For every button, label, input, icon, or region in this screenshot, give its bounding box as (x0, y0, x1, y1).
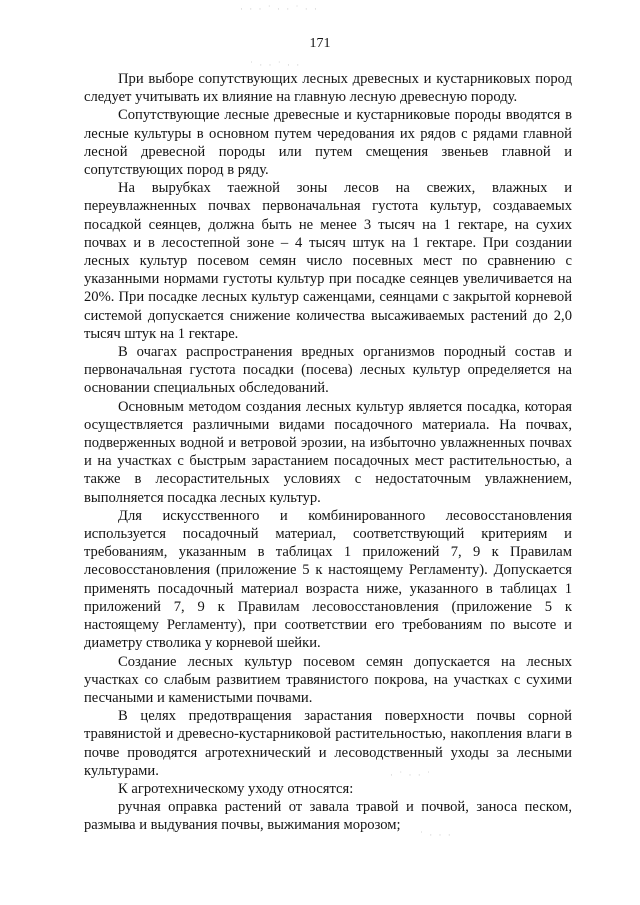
scan-artifact: · · · ˙ · · ˙ · · (240, 4, 319, 14)
paragraph: При выборе сопутствующих лесных древесных и кустарниковых пород следует учитывать их влияние на главную лесную древесную породу. (84, 71, 572, 106)
paragraph: Для искусственного и комбинированного лесовосстановления используется посадочный материал, соответствующий критериям и требованиям, указанным в таблицах 1 приложений 7, 9 к Правилам лесовосстановления (приложение 5 к настоящему Регламенту). Допускается применять посадочный материал возраста ниже, указанного в таблицах 1 приложений 7, 9 к Правилам лесовосстановления (приложение 5 к настоящему Регламенту), при соответствии его требованиям по высоте и диаметру стволика у корневой шейки. (84, 507, 572, 652)
paragraph: В целях предотвращения зарастания поверхности почвы сорной травянистой и древесно-кустарниковой растительностью, накопления влаги в почве проводятся агротехнический и лесоводственный уходы за лесными культурами. (84, 708, 572, 779)
paragraph: К агротехническому уходу относятся: (118, 780, 354, 797)
scan-artifact: · ˙ · · ˙ (390, 770, 432, 780)
paragraph: Сопутствующие лесные древесные и кустарниковые породы вводятся в лесные культуры в основном путем чередования их рядов с рядами главной лесной древесной породы или путем смещения звеньев главной и сопутствующих пород в ряду. (84, 107, 572, 179)
paragraph: ручная оправка растений от завала травой и почвой, заноса песком, размыва и выдувания почвы, выжимания морозом; (84, 799, 572, 834)
page-number: 171 (309, 36, 331, 51)
scan-artifact: ˙ · · ˙ · · (250, 60, 302, 70)
scan-artifact: ˙ · · · (420, 830, 453, 840)
paragraph: Создание лесных культур посевом семян допускается на лесных участках со слабым развитием травянистого покрова, на участках с сухими песчаными и каменистыми почвами. (84, 653, 572, 706)
paragraph: На вырубках таежной зоны лесов на свежих, влажных и переувлажненных почвах первоначальная густота культур, создаваемых посадкой сеянцев, должна быть не менее 3 тысяч на 1 гектаре, на сухих почвах и в лесостепной зоне – 4 тысяч штук на 1 гектаре. При создании лесных культур посевом семян число посевных мест по сравнению с указанными нормами густоты культур при посадке сеянцев увеличивается на 20%. При посадке лесных культур саженцами, сеянцами с закрытой корневой системой допускается снижение количества высаживаемых растений до 2,0 тысяч штук на 1 гектаре. (84, 180, 572, 342)
paragraph: Основным методом создания лесных культур является посадка, которая осуществляется различными видами посадочного материала. На почвах, подверженных водной и ветровой эрозии, на избыточно увлажненных почвах и на участках с быстрым зарастанием посадочных мест растительностью, а также в лесорастительных условиях с недостаточным увлажнением, выполняется посадка лесных культур. (84, 398, 572, 506)
page-body (84, 70, 572, 835)
paragraph: В очагах распространения вредных организмов породный состав и первоначальная густота посадки (посева) лесных культур определяется на основании специальных обследований. (84, 344, 572, 397)
